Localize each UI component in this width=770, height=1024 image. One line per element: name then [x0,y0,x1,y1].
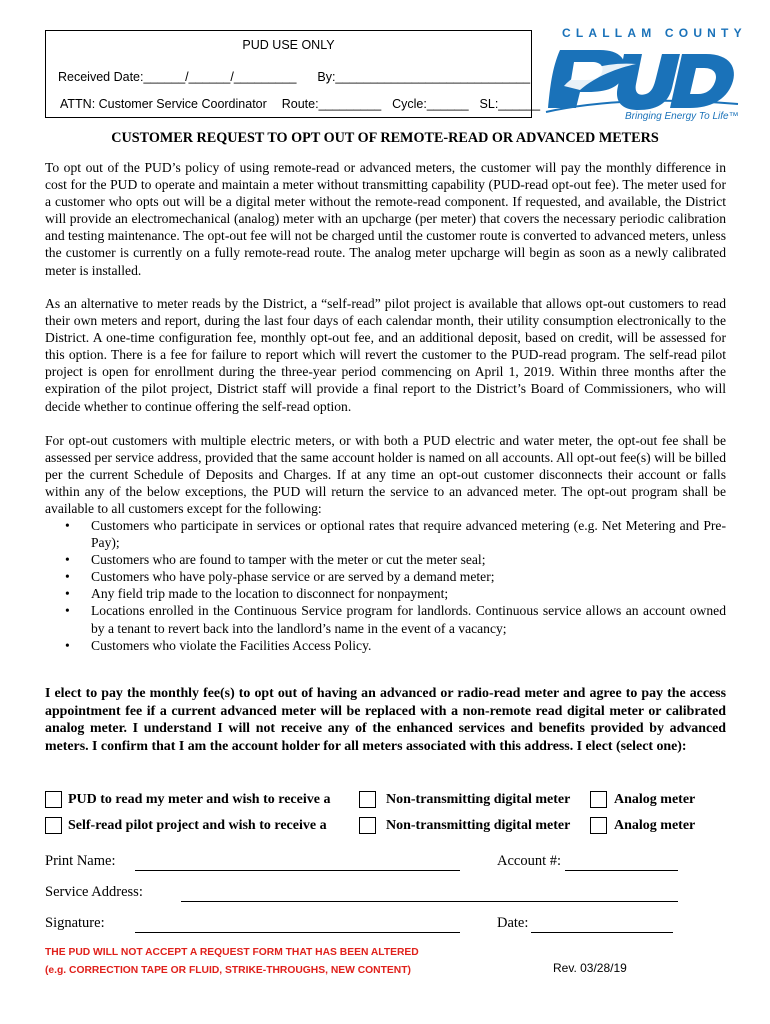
signature-input[interactable] [135,932,460,933]
bullet-icon: • [65,586,70,602]
paragraph-opt-out-policy: To opt out of the PUD’s policy of using remote-read or advanced meters, the customer will pay the monthly difference in cost for the PUD to operate and maintain a meter without transmitting capability (PUD-read opt-out fee). The meter used for a customer who opts out will be a digital meter without the remote-read component. If requested, and available, the District will provide an electromechanical (analog) meter with an upcharge (per meter) that covers the necessary periodic calibration and testing maintenance. The opt-out fee will not be charged until the customer route is converted to advanced meters, unless the customer is currently on a fully remote-read route. The analog meter upcharge will begin as soon as a newly calibrated meter is installed. [45,160,726,278]
received-date-field: Received Date:______/______/_________ [58,70,297,84]
received-row [58,70,530,84]
form-title: CUSTOMER REQUEST TO OPT OUT OF REMOTE-READ OR ADVANCED METERS [111,130,659,146]
pud-read-analog-checkbox[interactable] [590,791,607,808]
account-label: Account #: [497,853,562,869]
pud-read-checkbox[interactable] [45,791,62,808]
altered-form-examples: (e.g. CORRECTION TAPE OR FLUID, STRIKE-THROUGHS, NEW CONTENT) [45,965,411,976]
pud-read-label: PUD to read my meter and wish to receive a [68,792,331,807]
account-input[interactable] [565,870,678,871]
bullet-icon: • [65,603,70,619]
list-item: • Locations enrolled in the Continuous Service program for landlords. Continuous service allows an account owned by a tenant to revert back into the landlord’s name in the event of a vacancy; [65,603,726,636]
date-label: Date: [497,915,529,931]
pud-logo-mark [540,38,740,113]
print-name-label: Print Name: [45,853,116,869]
by-field: By:____________________________ [317,70,531,84]
paragraph-multiple-meters: For opt-out customers with multiple electric meters, or with both a PUD electric and water meter, the opt-out fee shall be assessed per service address, provided that the same account holder is named on all accounts. All opt-out fee(s) will be billed per the current Schedule of Deposits and Charges. If at any time an opt-out customer disconnects their account or falls within any of the below exceptions, the PUD will return the service to an advanced meter. The opt-out program shall be available to all customers except for the following: [45,433,726,517]
attn-row [60,97,540,111]
bullet-icon: • [65,518,70,533]
self-read-analog-label: Analog meter [614,818,696,833]
paragraph-self-read: As an alternative to meter reads by the District, a “self-read” pilot project is available that allows opt-out customers to read their own meters and report, during the last four days of each calendar month, their utility consumption electronically to the District. A one-time configuration fee, monthly opt-out fee, and an additional deposit, based on credit, will be assessed for this option. There is a fee for failure to report which will revert the customer to the PUD-read program. The self-read pilot project is open for enrollment during the three-year period commencing on April 1, 2019. Within three months after the expiration of the pilot project, District staff will provide a final report to the District’s Board of Commissioners, who will decide whether to continue offering the self-read option. [45,296,726,414]
clallam-pud-logo [540,26,747,126]
self-read-digital-label: Non-transmitting digital meter [386,818,571,833]
pud-use-only-title: PUD USE ONLY [242,38,335,52]
exceptions-list [45,517,726,654]
list-item: • Customers who participate in services or optional rates that require advanced metering (e.g. Net Metering and Pre-Pay); [65,518,726,551]
route-field: Route:_________ [281,97,382,111]
self-read-digital-checkbox[interactable] [359,817,376,834]
logo-tagline: Bringing Energy To Life™ [625,111,739,122]
list-item: • Customers who have poly-phase service or are served by a demand meter; [65,569,495,585]
pud-use-only-box [45,30,541,118]
altered-form-warning: THE PUD WILL NOT ACCEPT A REQUEST FORM THAT HAS BEEN ALTERED [45,947,419,958]
self-read-checkbox[interactable] [45,817,62,834]
signature-label: Signature: [45,915,105,931]
election-statement: I elect to pay the monthly fee(s) to opt out of having an advanced or radio-read meter and agree to pay the access appointment fee if a current advanced meter will be replaced with a non-remote read digital meter or calibrated analog meter. I understand I will not receive any of the enhanced services and benefits provided by advanced meters. I confirm that I am the account holder for all meters associated with this address. I elect (select one): [45,686,726,754]
logo-county-text: CLALLAM COUNTY [562,26,747,40]
sl-field: SL:______ [479,97,541,111]
list-item: • Customers who are found to tamper with the meter or cut the meter seal; [65,552,486,568]
revision-date: Rev. 03/28/19 [553,961,627,975]
list-item: • Any field trip made to the location to disconnect for nonpayment; [65,586,449,602]
pud-read-digital-checkbox[interactable] [359,791,376,808]
cycle-field: Cycle:______ [392,97,469,111]
pud-read-digital-label: Non-transmitting digital meter [386,792,571,807]
self-read-label: Self-read pilot project and wish to receive a [68,818,327,833]
list-item: • Customers who violate the Facilities Access Policy. [65,637,372,653]
bullet-icon: • [65,552,70,568]
bullet-icon: • [65,569,70,585]
print-name-input[interactable] [135,870,460,871]
attn-text: ATTN: Customer Service Coordinator [60,97,267,111]
service-address-label: Service Address: [45,884,143,900]
service-address-input[interactable] [181,901,678,902]
date-input[interactable] [531,932,673,933]
self-read-analog-checkbox[interactable] [590,817,607,834]
bullet-icon: • [65,637,70,653]
pud-read-analog-label: Analog meter [614,792,696,807]
